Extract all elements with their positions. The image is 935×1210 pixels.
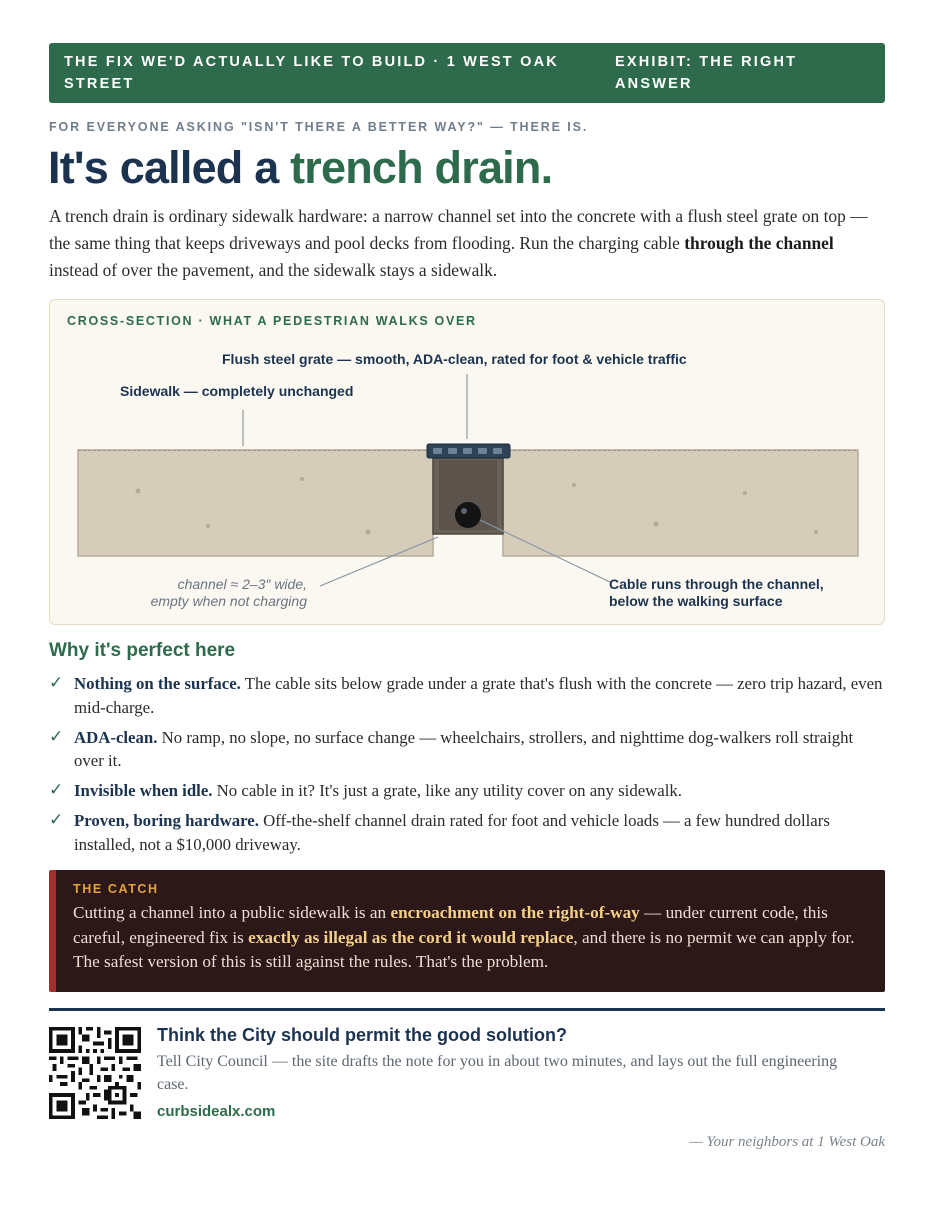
qr-code-icon[interactable] [49,1027,141,1119]
cta-title: Think the City should permit the good solution? [157,1025,567,1045]
checkmark-icon: ✓ [49,726,64,747]
intro-paragraph [49,203,885,284]
sidewalk-label: Sidewalk — completely unchanged [120,383,354,399]
checkmark-icon: ✓ [49,780,64,800]
catch-text-1: Cutting a channel into a public sidewalk is an [73,903,391,922]
channel-label-line2: empty when not charging [150,593,307,609]
charging-cable [455,502,481,528]
sidewalk-slab-right [503,450,858,556]
benefits-list [49,672,885,863]
why-heading: Why it's perfect here [49,640,236,661]
intro-bold: through the channel [684,233,834,253]
benefit-title: Invisible when idle. [74,781,213,800]
page-title [48,142,552,194]
benefit-title: Proven, boring hardware. [74,811,259,830]
divider [49,1008,885,1011]
checkmark-icon: ✓ [49,673,64,693]
cable-label-line2: below the walking surface [609,593,783,609]
headline-lead: It's called a [48,142,291,193]
list-item [49,779,885,803]
cross-section-title: CROSS-SECTION · WHAT A PEDESTRIAN WALKS OVER [67,314,477,328]
list-item [49,726,885,773]
benefit-title: ADA-clean. [74,727,158,747]
sidewalk-slab-left [78,450,433,556]
list-item [49,672,885,719]
catch-bold-1: encroachment on the right-of-way [390,903,640,922]
intro-text-2: instead of over the pavement, and the sidewalk stays a sidewalk. [49,260,498,280]
kicker: FOR EVERYONE ASKING "ISN'T THERE A BETTER WAY?" — THERE IS. [49,120,589,134]
cta-body: Tell City Council — the site drafts the note for you in about two minutes, and lays out the full engineering case. [157,1053,838,1093]
banner-exhibit: EXHIBIT: THE RIGHT ANSWER [615,54,798,92]
catch-callout [49,870,885,992]
catch-label: THE CATCH [73,882,159,896]
benefit-title: Nothing on the surface. [74,674,241,693]
benefit-text: No ramp, no slope, no surface change — wheelchairs, strollers, and nighttime dog-walkers roll straight over it. [74,727,854,770]
website-link[interactable]: curbsidealx.com [157,1103,276,1120]
list-item [49,809,885,856]
catch-body [73,901,869,975]
benefit-text: No cable in it? It's just a grate, like any utility cover on any sidewalk. [212,781,682,800]
cross-section-panel [49,299,885,625]
grate-label: Flush steel grate — smooth, ADA-clean, rated for foot & vehicle traffic [222,351,687,367]
benefit-text: Off-the-shelf channel drain rated for foot and vehicle loads — a few hundred dollars installed, not a $10,000 driveway. [74,811,830,854]
banner-title: THE FIX WE'D ACTUALLY LIKE TO BUILD · 1 WEST OAK STREET [64,54,559,92]
header-banner [49,43,885,103]
channel-label-line1: channel ≈ 2–3″ wide, [177,576,307,592]
cable-highlight [461,508,467,514]
checkmark-icon: ✓ [49,810,64,830]
catch-text-3: , and there is no permit we can apply for. The safest version of this is still against the rules. That's the problem. [73,927,855,971]
catch-text-2: — under current code, this careful, engineered fix is [73,903,828,947]
signoff: — Your neighbors at 1 West Oak [689,1134,885,1150]
intro-text-1: A trench drain is ordinary sidewalk hardware: a narrow channel set into the concrete with a flush steel grate on top — the same thing that keeps driveways and pool decks from flooding. Run the charging cable [49,206,868,253]
catch-bold-2: exactly as illegal as the cord it would replace [248,927,574,947]
headline-highlight: trench drain. [290,142,553,193]
cable-label-line1: Cable runs through the channel, [609,576,824,592]
cross-section-diagram [50,300,886,626]
benefit-text: The cable sits below grade under a grate that's flush with the concrete — zero trip hazard, even mid-charge. [74,674,883,717]
